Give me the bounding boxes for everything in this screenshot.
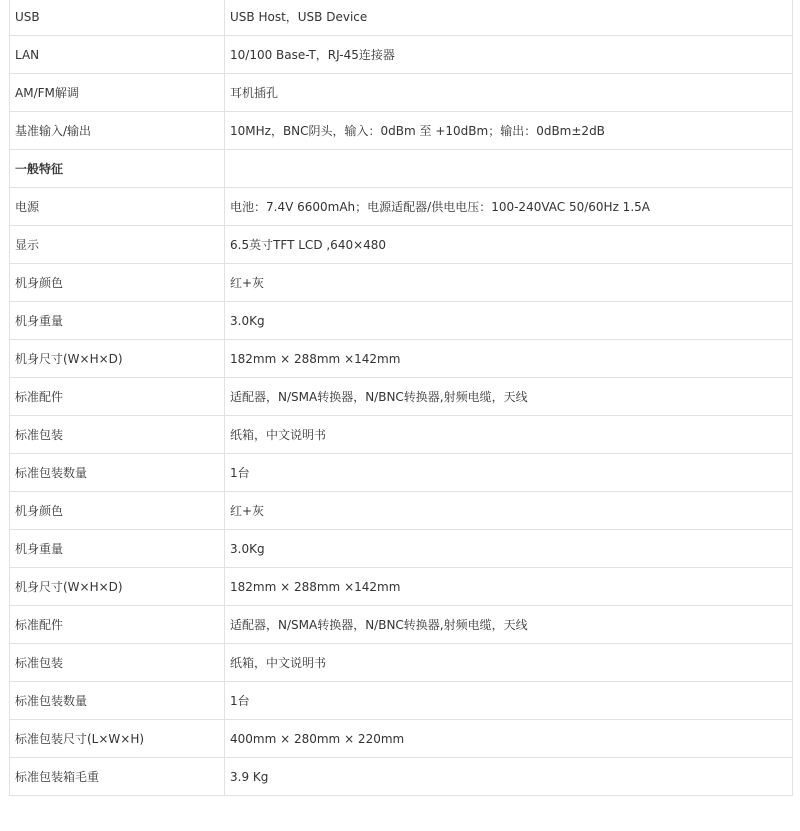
spec-label: 标准配件 <box>10 378 225 416</box>
spec-value: 6.5英寸TFT LCD ,640×480 <box>225 226 793 264</box>
spec-label: 机身颜色 <box>10 492 225 530</box>
spec-value: 1台 <box>225 454 793 492</box>
spec-value: 纸箱，中文说明书 <box>225 644 793 682</box>
spec-value: 纸箱，中文说明书 <box>225 416 793 454</box>
spec-value: 电池：7.4V 6600mAh；电源适配器/供电电压：100-240VAC 50/60Hz 1.5A <box>225 188 793 226</box>
spec-label: 电源 <box>10 188 225 226</box>
table-row <box>10 302 793 340</box>
spec-value: 适配器，N/SMA转换器，N/BNC转换器,射频电缆，天线 <box>225 378 793 416</box>
spec-value: 适配器，N/SMA转换器，N/BNC转换器,射频电缆，天线 <box>225 606 793 644</box>
table-row <box>10 758 793 796</box>
table-row <box>10 492 793 530</box>
spec-value: 3.0Kg <box>225 530 793 568</box>
table-row <box>10 454 793 492</box>
table-row <box>10 378 793 416</box>
spec-table-body <box>10 0 793 796</box>
spec-value: 3.0Kg <box>225 302 793 340</box>
spec-label: 机身尺寸(W×H×D) <box>10 568 225 606</box>
spec-label: 机身重量 <box>10 302 225 340</box>
spec-value: 耳机插孔 <box>225 74 793 112</box>
spec-label: 标准包装数量 <box>10 682 225 720</box>
spec-value: 10/100 Base-T，RJ-45连接器 <box>225 36 793 74</box>
spec-label: 标准包装 <box>10 644 225 682</box>
spec-table <box>9 0 793 796</box>
table-row <box>10 340 793 378</box>
spec-label: 标准包装 <box>10 416 225 454</box>
table-row <box>10 644 793 682</box>
table-row <box>10 720 793 758</box>
spec-value: 1台 <box>225 682 793 720</box>
table-row <box>10 112 793 150</box>
spec-value: 182mm × 288mm ×142mm <box>225 340 793 378</box>
spec-label: 机身重量 <box>10 530 225 568</box>
spec-value: 182mm × 288mm ×142mm <box>225 568 793 606</box>
spec-label: LAN <box>10 36 225 74</box>
table-row <box>10 188 793 226</box>
spec-value: USB Host，USB Device <box>225 0 793 36</box>
spec-label: USB <box>10 0 225 36</box>
spec-label: 基准输入/输出 <box>10 112 225 150</box>
spec-value: 400mm × 280mm × 220mm <box>225 720 793 758</box>
spec-value: 3.9 Kg <box>225 758 793 796</box>
spec-label: 标准包装尺寸(L×W×H) <box>10 720 225 758</box>
table-row <box>10 36 793 74</box>
table-row <box>10 0 793 36</box>
table-row <box>10 568 793 606</box>
section-title: 一般特征 <box>10 150 225 188</box>
spec-value: 10MHz，BNC阴头，输入：0dBm 至 +10dBm；输出：0dBm±2dB <box>225 112 793 150</box>
spec-value: 红+灰 <box>225 492 793 530</box>
spec-value <box>225 150 793 188</box>
spec-label: AM/FM解调 <box>10 74 225 112</box>
table-row <box>10 530 793 568</box>
table-row <box>10 226 793 264</box>
spec-label: 显示 <box>10 226 225 264</box>
spec-value: 红+灰 <box>225 264 793 302</box>
spec-label: 标准包装箱毛重 <box>10 758 225 796</box>
table-row <box>10 606 793 644</box>
spec-label: 机身尺寸(W×H×D) <box>10 340 225 378</box>
table-row <box>10 682 793 720</box>
spec-label: 机身颜色 <box>10 264 225 302</box>
table-row <box>10 74 793 112</box>
spec-label: 标准配件 <box>10 606 225 644</box>
table-row <box>10 416 793 454</box>
spec-label: 标准包装数量 <box>10 454 225 492</box>
table-row <box>10 264 793 302</box>
section-header-row <box>10 150 793 188</box>
